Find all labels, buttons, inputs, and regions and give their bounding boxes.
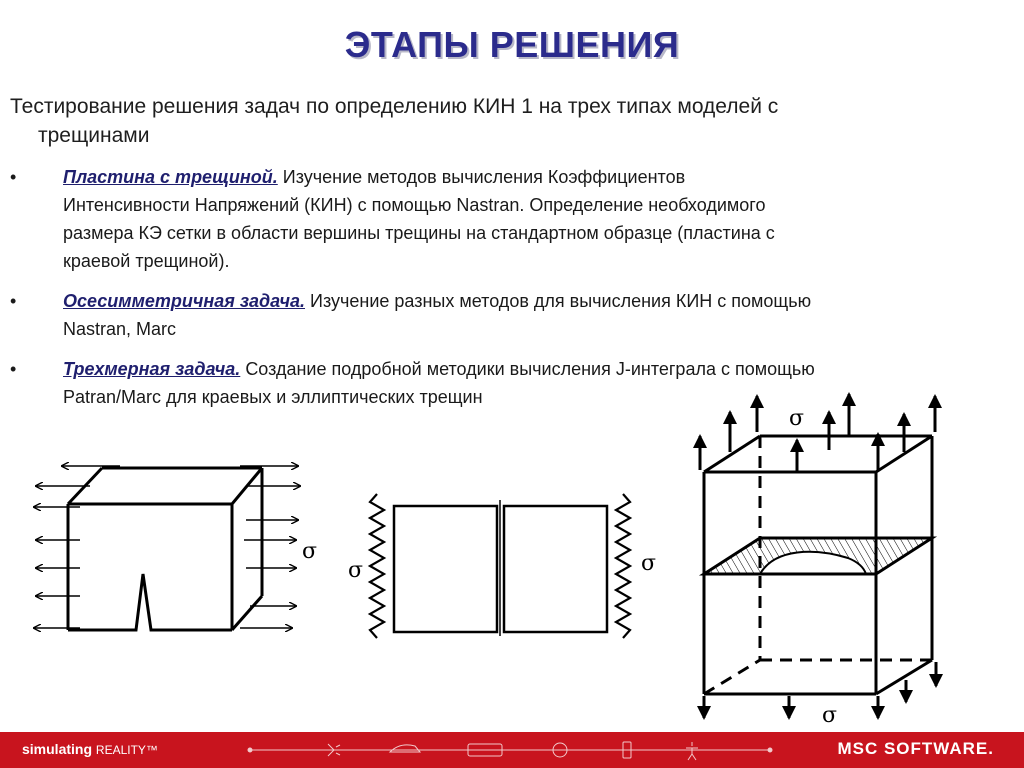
car-icon bbox=[390, 745, 420, 752]
bullet-text-line: Patran/Marc для краевых и эллиптических трещин bbox=[63, 387, 483, 407]
airplane-icon bbox=[320, 744, 340, 756]
sigma-label: σ bbox=[302, 539, 318, 564]
intro-line-2: трещинами bbox=[38, 124, 150, 147]
sigma-label: σ bbox=[641, 551, 657, 576]
page-title: ЭТАПЫ РЕШЕНИЯ bbox=[344, 24, 680, 65]
brand-subtext: REALITY™ bbox=[95, 743, 158, 757]
bullet-text-line: размера КЭ сетки в области вершины трещины на стандартном образце (пластина с bbox=[63, 223, 775, 243]
bullet-text-line: Изучение методов вычисления Коэффициентов bbox=[282, 167, 686, 187]
person-icon bbox=[686, 742, 698, 760]
bullet-text-line: Nastran, Marc bbox=[63, 319, 177, 339]
bullet-text-line: Интенсивности Напряжений (КИН) с помощью Nastran. Определение необходимого bbox=[63, 195, 766, 215]
figure-3d-problem bbox=[700, 394, 936, 728]
brand-text: simulating bbox=[22, 741, 93, 757]
footer-icon-strip bbox=[240, 734, 780, 766]
bullet-text-line: Создание подробной методики вычисления J-интеграла с помощью bbox=[245, 359, 815, 379]
figure-axisymmetric bbox=[348, 494, 656, 638]
dot-icon bbox=[768, 748, 772, 752]
bullet-heading: Трехмерная задача. bbox=[63, 359, 241, 379]
sigma-label: σ bbox=[348, 558, 364, 583]
bullet-heading: Пластина с трещиной. bbox=[63, 167, 278, 187]
bullet-heading: Осесимметричная задача. bbox=[63, 291, 306, 311]
msc-software-logo: MSC SOFTWARE. bbox=[837, 739, 994, 758]
sigma-label: σ bbox=[822, 703, 838, 728]
footer-brand bbox=[22, 741, 158, 757]
bullet-marker: • bbox=[10, 291, 17, 311]
dot-icon bbox=[248, 748, 252, 752]
footer-bar bbox=[0, 732, 1024, 768]
bullet-text-line: краевой трещиной). bbox=[63, 251, 230, 271]
figure-plate-with-crack bbox=[34, 466, 317, 630]
sigma-label: σ bbox=[789, 406, 805, 431]
intro-line-1: Тестирование решения задач по определению КИН 1 на трех типах моделей с bbox=[10, 95, 779, 118]
bullet-text-line: Изучение разных методов для вычисления КИН с помощью bbox=[310, 291, 812, 311]
bullet-marker: • bbox=[10, 167, 17, 187]
bullet-marker: • bbox=[10, 359, 17, 379]
